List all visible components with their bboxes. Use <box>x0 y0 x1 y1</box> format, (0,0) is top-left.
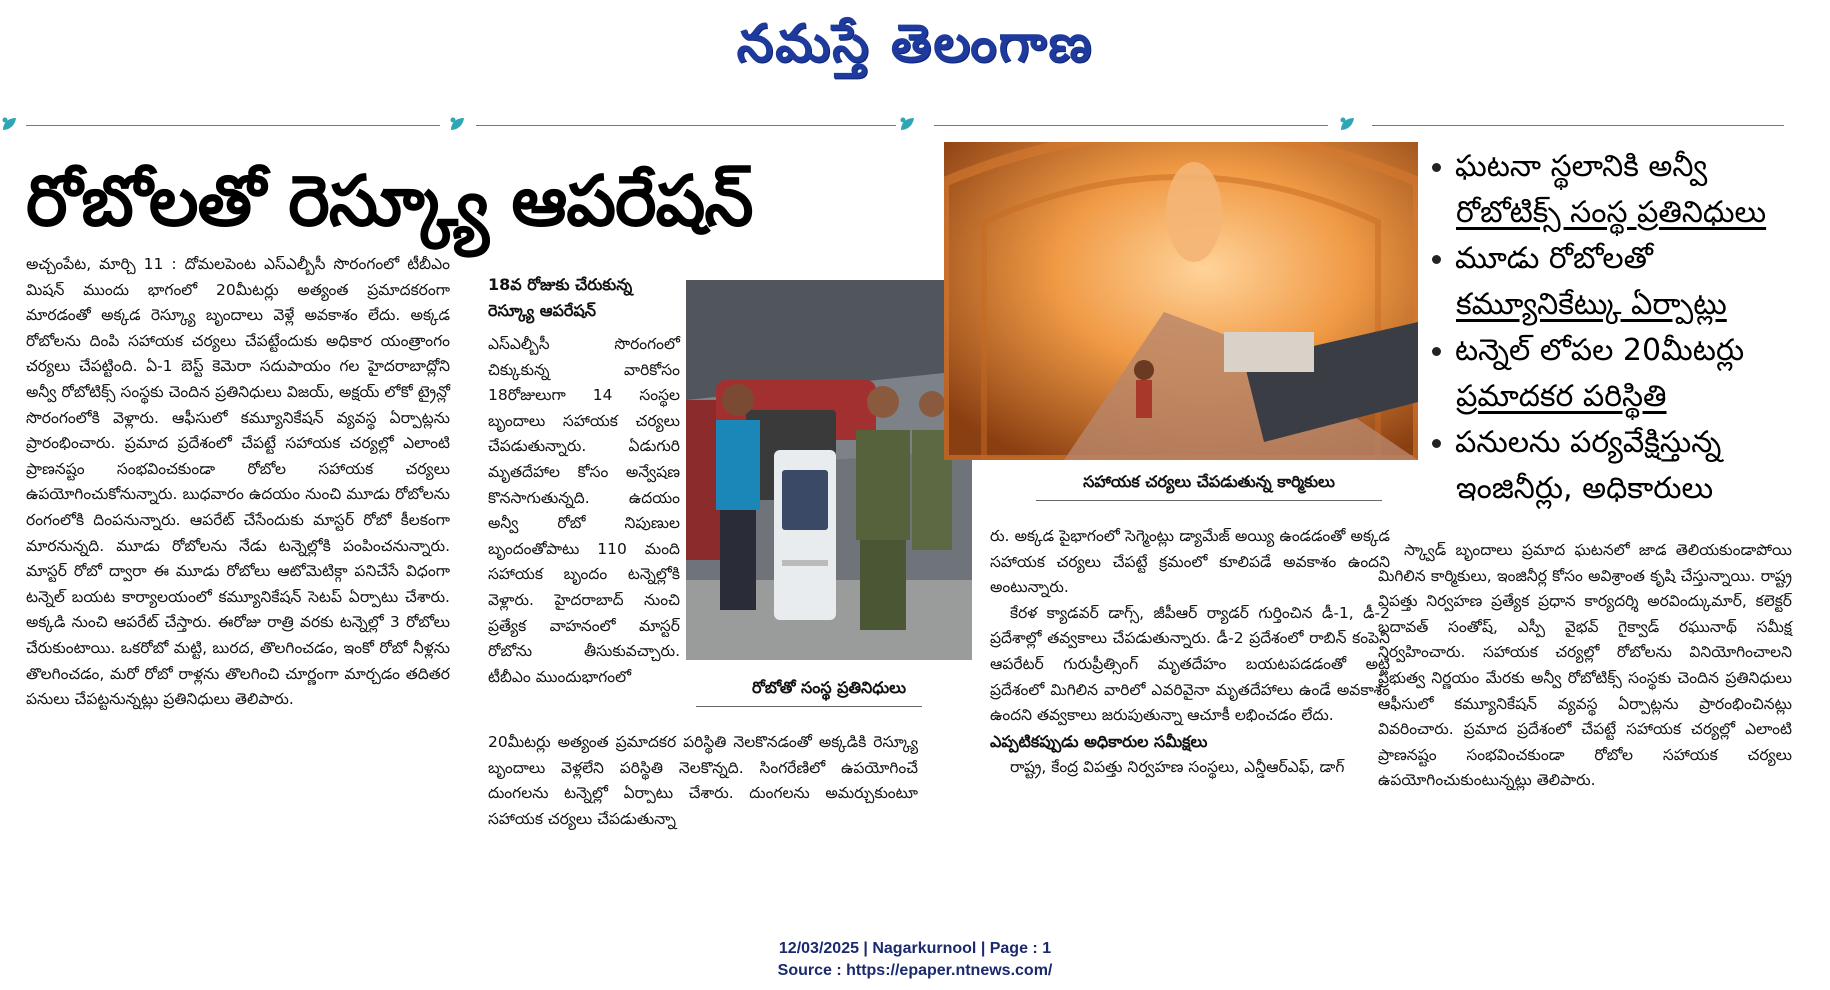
leaf-icon <box>898 115 916 133</box>
list-item: ఘటనా స్థలానికి అన్వీ రోబోటిక్స్ సంస్థ ప్రతినిధులు <box>1432 144 1812 236</box>
separator-rule <box>0 113 1830 139</box>
article-text: అచ్చంపేట, మార్చి 11 : దోమలపెంట ఎస్ఎల్బీసీ సొరంగంలో టీబీఎం మిషన్ ముందు భాగంలో 20మీటర్లు అత్యంత ప్రమాదకరంగా మారడంతో అక్కడ రెస్క్యూ బృందాలు వెళ్లే అవకాశం లేదు. అక్కడ రోబోలను దింపి సహాయక చర్యలు చేపట్టేందుకు అధికార యంత్రాంగం చర్యలు చేపట్టింది. ఏ-1 బెస్ట్ కెమెరా సదుపాయం గల హైదరాబాద్లోని అన్వీ రోబోటిక్స్ సంస్థకు చెందిన ప్రతినిధులు విజయ్, అక్షయ్ లోకో ట్రైన్లో సొరంగంలోకి వెళ్లారు. ఆఫీసులో కమ్యూనికేషన్ వ్యవస్థ ఏర్పాట్లను ప్రారంభించారు. ప్రమాద ప్రదేశంలో చేపట్టే సహాయక చర్యల్లో ఎలాంటి ప్రాణనష్టం సంభవించకుండా రోబోల సహాయక చర్యలు ఉపయోగించుకోనున్నారు. బుధవారం ఉదయం నుంచి మూడు రోబోలను రంగంలోకి దింపనున్నారు. ఆపరేట్ చేసేందుకు మాస్టర్ రోబో కీలకంగా మారనున్నది. మూడు రోబోలను నేడు టన్నెల్లోకి పంపించనున్నారు. మాస్టర్ రోబో ద్వారా ఈ మూడు రోబోలు ఆటోమెటిక్గా పనిచేసే విధంగా టన్నెల్ బయట కార్యాలయంలో కమ్యూనికేషన్ సెటప్ ఏర్పాటు చేశారు. అక్కడి నుంచి ఆపరేట్ చేస్తారు. ఈరోజు రాత్రి వరకు టన్నెల్లో 3 రోబోలు చేరుకుంటాయి. ఒకరోబో మట్టి, బురద, తొలగించడం, ఇంకో రోబో నీళ్లను తొలగించడం, మరో రోబో రాళ్లను తొలగించి చూర్ణంగా మార్చడం తదితర పనులు చేపట్టనున్నట్లు ప్రతినిధులు తెలిపారు. <box>26 255 450 709</box>
list-item: పనులను పర్యవేక్షిస్తున్న ఇంజినీర్లు, అధికారులు <box>1432 420 1812 512</box>
tunnel-photo <box>944 142 1418 460</box>
bullet-icon <box>1432 347 1441 356</box>
robot-photo <box>686 280 972 660</box>
article-text: ఎస్ఎల్బీసీ సొరంగంలో చిక్కుకున్న వారికోసం 18రోజులుగా 14 సంస్థల బృందాలు సహాయక చర్యలు చేపడుతున్నారు. ఏడుగురి మృతదేహాల కోసం అన్వేషణ కొనసాగుతున్నది. ఉదయం అన్వీ రోబో నిపుణుల బృందంతోపాటు 110 మంది సహాయక బృందం టన్నెల్లోకి వెళ్లారు. హైదరాబాద్ నుంచి ప్రత్యేక వాహనంలో మాస్టర్ రోబోను తీసుకువచ్చారు. టీబీఎం ముందుభాగంలో <box>488 335 680 686</box>
masthead-title: నమస్తే తెలంగాణ <box>736 14 1094 74</box>
article-column-1 <box>26 252 450 713</box>
leaf-icon <box>0 115 18 133</box>
article-text: రు. అక్కడ పైభాగంలో సెగ్మెంట్లు డ్యామేజ్ అయ్యి ఉండడంతో అక్కడ సహాయక చర్యలు చేపట్టే క్రమంలో కూలిపడే అవకాశం ఉందని అంటున్నారు. <box>990 527 1390 597</box>
article-column-3 <box>990 524 1390 780</box>
article-text: స్క్వాడ్ బృందాలు ప్రమాద ఘటనలో జాడ తెలియకుండాపోయి మిగిలిన కార్మికులు, ఇంజినీర్ల కోసం అవిశ్రాంత కృషి చేస్తున్నాయి. రాష్ట్ర విపత్తు నిర్వహణ ప్రత్యేక ప్రధాన కార్యదర్శి అరవింద్కుమార్, కలెక్టర్ బదావత్ సంతోష్, ఎస్పీ వైభవ్ గైక్వాడ్ రఘునాథ్ సమీక్ష నిర్వహించారు. సహాయక చర్యల్లో రోబోలను వినియోగించాలని ప్రభుత్వ నిర్ణయం మేరకు అన్వీ రోబోటిక్స్ సంస్థకు చెందిన ప్రతినిధులు ఆఫీసులో కమ్యూనికేషన్ వ్యవస్థ ఏర్పాట్లను ప్రారంభించినట్లు వివరించారు. ప్రమాద ప్రదేశంలో చేపట్టే సహాయక చర్యల్లో ఎలాంటి ప్రాణనష్టం సంభవించకుండా రోబోల సహాయక చర్యలు ఉపయోగించుకుంటున్నట్లు తెలిపారు. <box>1378 541 1792 790</box>
article-text: కేరళ క్యాడవర్ డాగ్స్, జీపీఆర్ ర్యాడర్ గుర్తించిన డీ-1, డీ-2 ప్రదేశాల్లో తవ్వకాలు చేపడుతున్నారు. డీ-2 ప్రదేశంలో రాబిన్ కంపెనీ ఆపరేటర్ గురుప్రీత్సింగ్ మృతదేహం బయటపడడంతో అట్టి ప్రదేశంలో మిగిలిన వారిలో ఎవరివైనా మృతదేహాలు ఉండే అవకాశం ఉందని తవ్వకాలు జరుపుతున్నా ఆచూకీ లభించడం లేదు. <box>990 603 1390 725</box>
headline: రోబోలతో రెస్క్యూ ఆపరేషన్ <box>26 160 753 242</box>
subhead: ఎప్పటికప్పుడు అధికారుల సమీక్షలు <box>990 731 1208 751</box>
leaf-icon <box>448 115 466 133</box>
robot-photo-caption: రోబోతో సంస్థ ప్రతినిధులు <box>751 678 907 697</box>
article-text: రాష్ట్ర, కేంద్ర విపత్తు నిర్వహణ సంస్థలు, ఎన్డీఆర్ఎఫ్, డాగ్ <box>1010 757 1345 776</box>
highlights-list <box>1432 144 1812 512</box>
footer-source-line: Source : https://epaper.ntnews.com/ <box>777 962 1053 979</box>
tunnel-photo-caption: సహాయక చర్యలు చేపడుతున్న కార్మికులు <box>1083 472 1335 491</box>
article-column-wide <box>488 730 918 832</box>
list-item: టన్నెల్ లోపల 20మీటర్లు ప్రమాదకర పరిస్థితి <box>1432 328 1812 420</box>
article-text: 20మీటర్లు అత్యంత ప్రమాదకర పరిస్థితి నెలకొనడంతో అక్కడికి రెస్క్యూ బృందాలు వెళ్లలేని పరిస్థితి నెలకొన్నది. సింగరేణిలో ఉపయోగించే దుంగలను టన్నెల్లో ఏర్పాటు చేశారు. దుంగలను అమర్చుకుంటూ సహాయక చర్యలు చేపడుతున్నా <box>488 733 918 828</box>
list-item: మూడు రోబోలతో కమ్యూనికేట్కు ఏర్పాట్లు <box>1432 236 1812 328</box>
article-column-2 <box>488 272 680 690</box>
bullet-icon <box>1432 439 1441 448</box>
subhead: రెస్క్యూ ఆపరేషన్ <box>488 301 596 320</box>
article-column-4 <box>1378 538 1792 794</box>
leaf-icon <box>1338 115 1356 133</box>
subhead: 18వ రోజుకు చేరుకున్న <box>488 275 633 294</box>
bullet-icon <box>1432 163 1441 172</box>
footer-date-line: 12/03/2025 | Nagarkurnool | Page : 1 <box>778 940 1052 957</box>
bullet-icon <box>1432 255 1441 264</box>
